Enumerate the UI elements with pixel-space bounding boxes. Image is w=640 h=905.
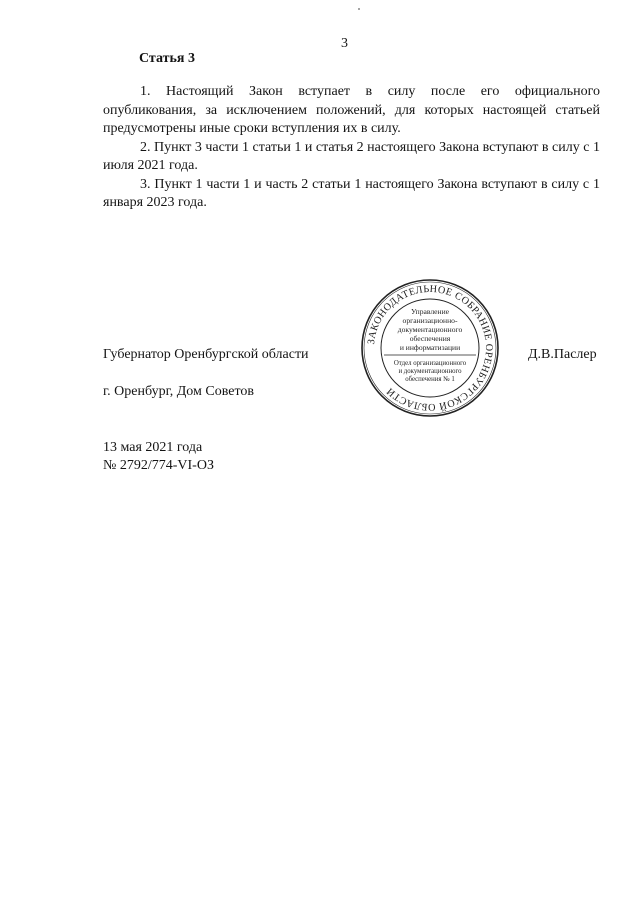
law-number: № 2792/774-VI-ОЗ [103, 458, 214, 473]
law-date: 13 мая 2021 года [103, 440, 203, 455]
seal-line-3: документационного [397, 325, 463, 334]
seal-lower-text [394, 360, 467, 383]
seal-ring-text: ЗАКОНОДАТЕЛЬНОЕ СОБРАНИЕ ОРЕНБУРГСКОЙ ОБЛАСТИ [366, 283, 495, 413]
scan-speck [358, 8, 360, 10]
paragraph-3: 3. Пункт 1 части 1 и часть 2 статьи 1 настоящего Закона вступают в силу с 1 января 2023 года. [103, 176, 600, 210]
seal-line-1: Управление [410, 307, 450, 316]
page-number: 3 [341, 36, 348, 51]
seal-line-2: организационно- [402, 316, 458, 325]
signing-place: г. Оренбург, Дом Советов [103, 384, 254, 399]
seal-line-5: и информатизации [399, 343, 461, 352]
official-seal-icon [360, 278, 500, 418]
article-title: Статья 3 [139, 51, 195, 66]
seal-lower-line-3: обеспечения № 1 [405, 376, 455, 383]
seal-lower-line-2: и документационного [398, 368, 462, 375]
article-body [103, 83, 600, 213]
seal-lower-line-1: Отдел организационного [393, 360, 467, 367]
signatory-position: Губернатор Оренбургской области [103, 347, 309, 362]
seal-line-4: обеспечения [409, 334, 451, 343]
seal-inner-text [398, 307, 463, 352]
signatory-name: Д.В.Паслер [528, 347, 597, 362]
paragraph-1: 1. Настоящий Закон вступает в силу после его официального опубликования, за исключением положений, для которых настоящей статьей предусмотрены иные сроки вступления их в силу. [103, 84, 600, 136]
paragraph-2: 2. Пункт 3 части 1 статьи 1 и статья 2 настоящего Закона вступают в силу с 1 июля 2021 года. [103, 139, 600, 173]
